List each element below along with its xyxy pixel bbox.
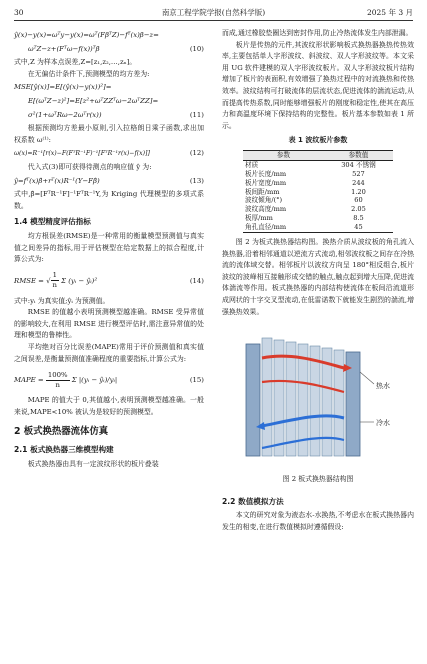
- page-header: [14, 6, 413, 21]
- equation-12: ω(x)=R⁻¹[r(x)−F(FᵀR⁻¹F)⁻¹[FᵀR⁻¹r(x)−f(x)]] (12): [14, 148, 204, 160]
- table-cell: 波纹高度/mm: [245, 205, 287, 214]
- paragraph: 在无偏估计条件下,预测模型的均方差为:: [27, 69, 150, 78]
- equation-11-line3: σ²(1+ωᵀRω−2ωᵀr(x)) (11): [14, 110, 204, 122]
- table-cell: 板片宽度/mm: [245, 178, 287, 187]
- paragraph: 本文的研究对象为液态水-水换热,不考虑水在板式换热器内发生的相变,在进行数值模拟时遵循假设:: [222, 511, 414, 532]
- cold-water-label: 冷水: [376, 419, 390, 428]
- paragraph: 式中,β̂=[FᵀR⁻¹F]⁻¹FᵀR⁻¹Y,为 Kriging 代理模型的多项式系数。: [14, 190, 204, 210]
- paragraph: 式中:yᵢ 为真实值;ŷᵢ 为预测值。: [14, 296, 110, 305]
- paragraph: 板片是传热的元件,其波纹形状影响板式换热器换热传热效率,主要包括单人字形波纹、斜波纹、双人字形波纹等。本文采用 UG 软件建模的双人字形波纹板片。双人字形波纹板片结构增加了板片的表面积,有效增强了换热过程中的对流换热和传热效率。波纹结构可打破流体的层流状态,促进流体的湍流运动,从而提高传热系数,同时能够增强板片的刚度和稳定性,使其在高压力和高温度环境下保持结构的完整性。板片基本参数如表 1 所示。: [222, 40, 414, 130]
- fraction: $\frac{100\%}{n}$: [47, 370, 68, 389]
- table-cell: 板间距/mm: [245, 187, 280, 196]
- section-heading-2: 2 板式换热器流体仿真: [14, 426, 109, 438]
- equation-number: (15): [189, 376, 204, 385]
- equation-11-line1: MSE[ŷ(x)]=E[(ŷ(x)−y(x))²]=: [14, 83, 112, 92]
- table-row: [243, 170, 393, 179]
- table-cell: 板厚/mm: [245, 214, 273, 223]
- paragraph: 图 2 为板式换热器结构图。换热介质从波纹板的角孔流入换热器,沿着相邻通道以逆流方式流动,相邻波纹板之间存在冷热流的流体域交替。相邻板片以波纹方向呈 180°相反组合,板片波纹的波峰相互接触形成交错的触点,触点起到增大压降,促进流体湍流等作用。板式换热器的内部结构使流体在板间沿流道形成网状的十字交叉型流动,在低雷诺数下就能发生剧烈的湍流,增强换热效果。: [222, 238, 414, 316]
- fraction: $\frac{1}{n}$: [52, 271, 57, 290]
- table-cell: 角孔直径/mm: [245, 223, 287, 232]
- table-cell: 2.05: [351, 205, 366, 214]
- table-caption: 表 1 波纹板片参数: [288, 136, 348, 145]
- table-cell: 8.5: [353, 214, 364, 223]
- equation-10-line1: ŷ(x)−y(x)=ωᵀy−y(x)=ωᵀ(FβᵀZ)−fᵀ(x)β−z=: [14, 31, 159, 39]
- issue-date: 2025 年 3 月: [366, 8, 413, 17]
- table-cell: 527: [352, 169, 365, 178]
- table-header-cell: 参数值: [348, 150, 369, 159]
- page-number: 30: [14, 8, 24, 17]
- table-header-row: [243, 150, 393, 160]
- table-cell: 1.20: [351, 187, 366, 196]
- equation-number: (11): [189, 110, 204, 119]
- section-heading-1-4: 1.4 模型精度评估指标: [14, 217, 91, 227]
- table-row: [243, 179, 393, 188]
- paragraph: MAPE 的值大于 0,其值越小,表明预测模型越准确。一般来说,MAPE<10% 被认为是较好的预测模型。: [14, 396, 204, 416]
- equation-number: (13): [189, 176, 204, 185]
- hot-water-label: 热水: [376, 382, 390, 391]
- equation-number: (14): [189, 276, 204, 285]
- leader-line: [360, 372, 374, 384]
- journal-title: 南京工程学院学报(自然科学版): [161, 8, 266, 17]
- table-row: [243, 223, 393, 232]
- section-heading-2-1: 2.1 板式换热器三维模型构建: [14, 445, 114, 455]
- left-column: [14, 28, 204, 470]
- paragraph: RMSE 的值越小表明预测模型越准确。RMSE 受异常值的影响较大,在利用 RMSE 进行模型评估时,需注意异常值的处理和模型的鲁棒性。: [14, 308, 204, 340]
- table-row: [243, 214, 393, 223]
- equation-number: (12): [189, 149, 204, 158]
- paragraph: 平均绝对百分比误差(MAPE)常用于评价预测值和真实值之间误差,是衡量预测值准确程度的重要指标,计算公式为:: [14, 343, 204, 363]
- table-cell: 244: [352, 178, 365, 187]
- figure-caption: 图 2 板式换热器结构图: [282, 475, 354, 484]
- equation-number: (10): [189, 44, 204, 53]
- table-cell: 45: [354, 223, 363, 232]
- table-cell: 60: [354, 196, 363, 205]
- table-cell: 材质: [245, 160, 259, 169]
- paragraph: 式中,Z 为样本点误差,Z=[z₁,z₂,…,zₙ]。: [14, 58, 137, 67]
- paragraph: 均方根误差(RMSE)是一种常用的衡量模型预测值与真实值之间差异的指标,用于评估模型在给定数据上的拟合程度,计算公式为:: [14, 231, 204, 264]
- right-column: [222, 28, 414, 534]
- paragraph: 板式换热器由具有一定波纹形状的板片叠装: [27, 459, 159, 468]
- paragraph: 根据预测均方差最小原则,引入拉格朗日乘子函数,求出加权系数 ω⁽¹⁾:: [14, 124, 204, 144]
- plate: [286, 342, 296, 456]
- heat-exchanger-illustration: [222, 322, 414, 472]
- equation-10-line2: ωᵀZ−z+(Fᵀω−f(x))ᵀβ (10): [14, 44, 204, 56]
- table-row: [243, 205, 393, 214]
- paragraph: 代入式(3)即可获得待测点的响应值 ŷ 为:: [27, 162, 152, 171]
- equation-15-mape: MAPE = $\frac{100\%}{n}$ Σ |(yᵢ − ŷᵢ)/yᵢ| (15): [14, 367, 204, 393]
- equation-11-line2: E[(ωᵀZ−z)²]=E[z²+ωᵀZZᵀω−2ωᵀZZ]=: [28, 96, 159, 105]
- section-heading-2-2: 2.2 数值模拟方法: [222, 496, 284, 506]
- heat-exchanger-figure: [222, 322, 414, 472]
- table-cell: 板片长度/mm: [245, 169, 287, 178]
- table-header-cell: 参数: [276, 150, 291, 159]
- table-row: [243, 160, 393, 169]
- paragraph: 而成,通过橡胶垫圈达到密封作用,防止冷热流体发生内部泄漏。: [222, 29, 413, 37]
- parameter-table: [243, 150, 393, 233]
- end-frame-left: [246, 344, 260, 456]
- table-cell: 波纹倾角/(°): [245, 196, 283, 205]
- table-cell: 304 不锈钢: [341, 160, 376, 169]
- equation-14-rmse: RMSE = √ $\frac{1}{n}$ Σ (yᵢ − ŷᵢ)² (14): [14, 268, 204, 294]
- equation-13: ŷ=fᵀ(x)β̂+rᵀ(x)R⁻¹(Y−Fβ̂) (13): [14, 176, 204, 188]
